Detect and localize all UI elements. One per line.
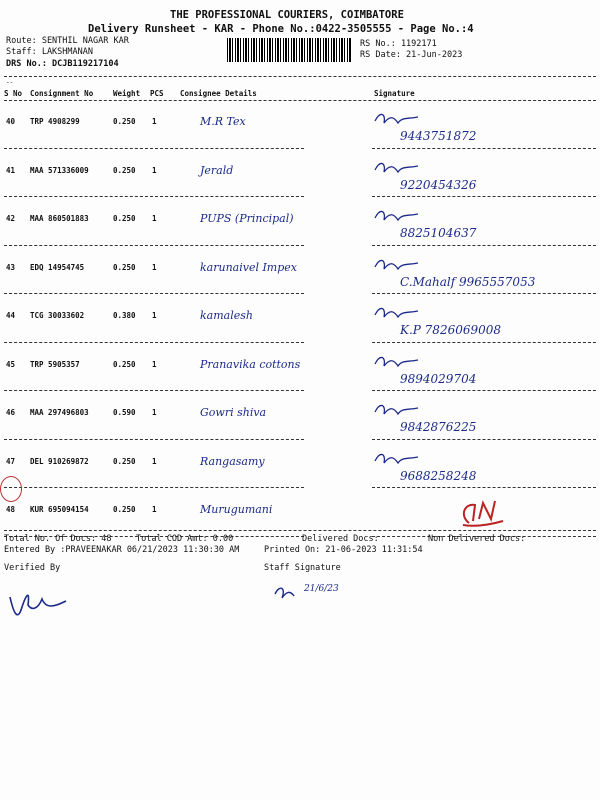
row-consignment-no: TRP 5905357 — [30, 359, 80, 369]
row-weight: 0.250 — [113, 456, 136, 466]
delivered-docs: Delivered Docs: — [302, 534, 379, 544]
row-consignment-no: MAA 860501883 — [30, 214, 89, 223]
staff-signature-label: Staff Signature — [264, 563, 341, 573]
row-consignee: Murugumani — [200, 503, 273, 516]
divider — [4, 530, 596, 531]
row-signature: K.P 7826069008 — [400, 323, 502, 337]
row-consignee: Rangasamy — [200, 454, 265, 468]
row-separator — [4, 148, 304, 149]
handwritten-signature — [372, 400, 422, 420]
route-label: Route: SENTHIL NAGAR KAR — [6, 36, 129, 46]
row-sno: 45 — [6, 359, 16, 369]
row-consignee: Jerald — [200, 163, 234, 177]
verified-by-label: Verified By — [4, 563, 61, 573]
handwritten-signature — [372, 158, 422, 178]
row-pcs: 1 — [152, 505, 157, 514]
row-weight: 0.250 — [113, 165, 136, 175]
drs-label: DRS No.: DCJB119217104 — [6, 59, 119, 69]
verifier-signature — [4, 585, 74, 625]
row-sno: 47 — [6, 456, 16, 466]
staff-label: Staff: LAKSHMANAN — [6, 47, 93, 57]
column-header: Consignment No — [30, 89, 94, 98]
row-sno: 42 — [6, 214, 16, 223]
handwritten-signature — [372, 255, 422, 275]
row-pcs: 1 — [152, 165, 157, 175]
row-consignee: kamalesh — [200, 309, 253, 322]
delivery-signature-scribble — [455, 495, 507, 529]
row-sno: 46 — [6, 408, 16, 417]
row-separator — [4, 390, 304, 391]
divider — [4, 100, 596, 101]
row-pcs: 1 — [152, 456, 157, 466]
signature-line — [372, 148, 596, 149]
row-highlight-circle — [0, 476, 22, 502]
row-separator — [4, 439, 304, 440]
row-consignee: PUPS (Principal) — [200, 212, 294, 225]
row-separator — [4, 245, 304, 246]
row-weight: 0.250 — [113, 117, 136, 126]
handwritten-signature — [372, 449, 422, 469]
row-sno: 44 — [6, 311, 16, 320]
row-weight: 0.250 — [113, 214, 136, 223]
row-weight: 0.380 — [113, 311, 136, 320]
row-weight: 0.250 — [113, 359, 136, 369]
divider-mark: -- — [6, 79, 14, 86]
row-signature: C.Mahalf 9965557053 — [400, 274, 536, 289]
handwritten-signature — [372, 109, 422, 129]
handwritten-signature — [372, 303, 422, 323]
row-sno: 43 — [6, 262, 16, 272]
row-consignment-no: EDQ 14954745 — [30, 262, 85, 272]
row-weight: 0.250 — [113, 505, 136, 514]
row-consignee: karunaivel Impex — [200, 260, 297, 274]
row-weight: 0.590 — [113, 408, 136, 417]
row-signature: 9688258248 — [400, 468, 477, 483]
row-consignee: Pranavika cottons — [200, 357, 301, 371]
row-weight: 0.250 — [113, 262, 136, 272]
row-pcs: 1 — [152, 214, 157, 223]
row-separator — [4, 487, 304, 488]
row-consignment-no: DEL 910269872 — [30, 456, 89, 466]
row-signature: 9220454326 — [400, 177, 477, 192]
runsheet-title: Delivery Runsheet - KAR - Phone No.:0422-3505555 - Page No.:4 — [88, 23, 474, 35]
row-sno: 48 — [6, 505, 16, 514]
handwritten-signature — [372, 206, 422, 226]
column-header: Signature — [374, 89, 415, 98]
row-pcs: 1 — [152, 117, 157, 126]
row-consignee: Gowri shiva — [200, 406, 267, 419]
non-delivered-docs: Non Delivered Docs: — [428, 534, 526, 544]
rs-no-label: RS No.: 1192171 — [360, 39, 437, 49]
row-consignee: M.R Tex — [200, 115, 246, 128]
row-consignment-no: TRP 4908299 — [30, 117, 80, 126]
row-separator — [4, 342, 304, 343]
signature-line — [372, 487, 596, 488]
staff-signature-mark — [272, 580, 306, 606]
entered-by: Entered By :PRAVEENAKAR 06/21/2023 11:30:30 AM — [4, 545, 240, 555]
signature-line — [372, 196, 596, 197]
row-consignment-no: TCG 30033602 — [30, 311, 85, 320]
total-docs: Total No. Of Docs: 48 — [4, 534, 112, 544]
row-pcs: 1 — [152, 408, 157, 417]
row-consignment-no: MAA 297496803 — [30, 408, 89, 417]
printed-on: Printed On: 21-06-2023 11:31:54 — [264, 545, 423, 555]
column-header: Weight — [113, 89, 141, 98]
row-consignment-no: MAA 571336009 — [30, 165, 89, 175]
row-signature: 9894029704 — [400, 371, 477, 386]
row-separator — [4, 196, 304, 197]
row-signature: 9842876225 — [400, 420, 477, 434]
row-pcs: 1 — [152, 311, 157, 320]
signature-line — [372, 245, 596, 246]
column-header: S No — [4, 89, 23, 98]
row-signature: 9443751872 — [400, 129, 477, 143]
signature-line — [372, 390, 596, 391]
barcode — [227, 38, 352, 62]
row-separator — [4, 293, 304, 294]
row-sno: 41 — [6, 165, 16, 175]
rs-date-label: RS Date: 21-Jun-2023 — [360, 50, 463, 60]
row-pcs: 1 — [152, 359, 157, 369]
total-cod: Total COD Amt: 0.00 — [136, 534, 234, 544]
signature-line — [372, 293, 596, 294]
row-sno: 40 — [6, 117, 16, 126]
divider — [4, 76, 596, 77]
row-consignment-no: KUR 695094154 — [30, 505, 89, 514]
handwritten-signature — [372, 352, 422, 372]
staff-signature-date: 21/6/23 — [304, 584, 339, 594]
row-pcs: 1 — [152, 262, 157, 272]
row-signature: 8825104637 — [400, 226, 477, 240]
signature-line — [372, 342, 596, 343]
company-title: THE PROFESSIONAL COURIERS, COIMBATORE — [170, 9, 404, 21]
column-header: PCS — [150, 89, 164, 98]
column-header: Consignee Details — [180, 89, 257, 98]
signature-line — [372, 439, 596, 440]
